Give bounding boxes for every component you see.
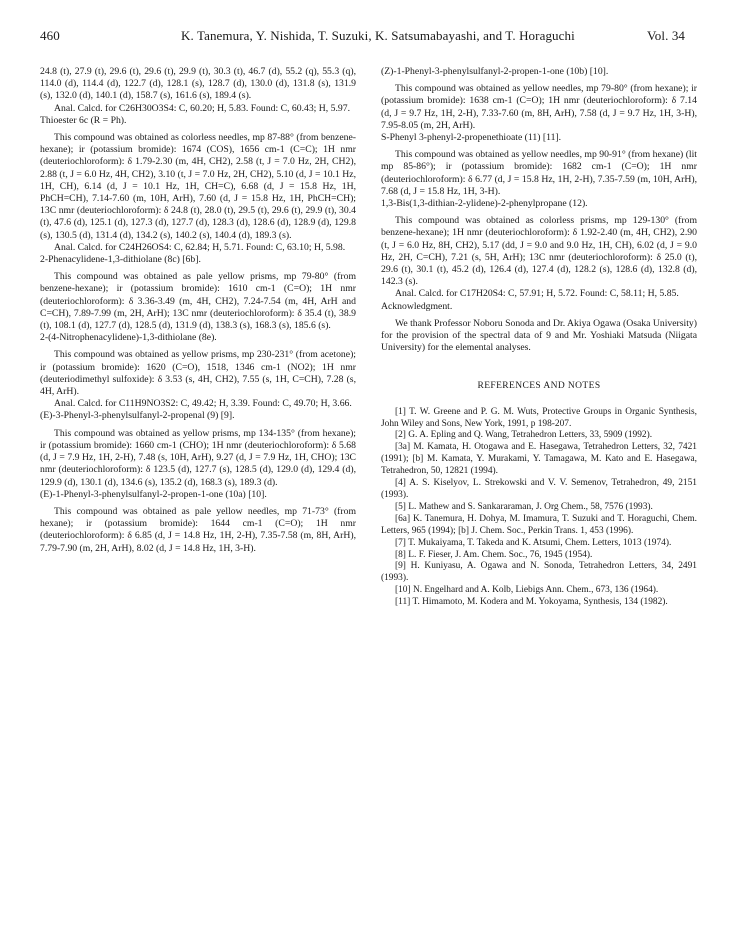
compound-heading: S-Phenyl 3-phenyl-2-propenethioate (11) [11]. (381, 132, 562, 144)
nmr-data-continued: 24.8 (t), 27.9 (t), 29.6 (t), 29.6 (t), 29.9 (t), 30.3 (t), 46.7 (d), 55.2 (q), 55.3 (q), 114.0 (d), 114.4 (d), 122.7 (d), 128.1 (s), 128.7 (d), 130.0 (d), 131.8 (s), 131.9 (s), 132.0 (d), 140.1 (d), 158.7 (s), 161.6 (s), 189.4 (s). (40, 66, 356, 102)
compound-heading: 2-Phenacylidene-1,3-dithiolane (8c) [6b]. (40, 254, 201, 266)
reference-item: [2] G. A. Epling and Q. Wang, Tetrahedron Letters, 33, 5909 (1992). (395, 430, 653, 441)
reference-item: [10] N. Engelhard and A. Kolb, Liebigs Ann. Chem., 673, 136 (1964). (395, 585, 659, 596)
reference-item: [6a] K. Tanemura, H. Dohya, M. Imamura, T. Suzuki and T. Horaguchi, Chem. Letters, 965 (1994); [b] J. Chem. Soc., Perkin Trans. 1, 453 (1996). (381, 513, 697, 536)
compound-description: This compound was obtained as yellow needles, mp 79-80° (from hexane); ir (potassium bromide): 1638 cm-1 (C=O); 1H nmr (deuteriochloroform): δ 7.14 (d, J = 9.7 Hz, 1H, 2-H), 7.33-7.60 (m, 8H, ArH), 7.58 (d, J = 9.7 Hz, 1H, 3-H), 7.95-8.05 (m, 2H, ArH). (381, 83, 697, 131)
reference-item: [9] H. Kuniyasu, A. Ogawa and N. Sonoda, Tetrahedron Letters, 34, 2491 (1993). (381, 561, 697, 584)
compound-heading: 2-(4-Nitrophenacylidene)-1,3-dithiolane (8e). (40, 332, 217, 344)
compound-heading: 1,3-Bis(1,3-dithian-2-ylidene)-2-phenylpropane (12). (381, 198, 588, 210)
running-head-authors: K. Tanemura, Y. Nishida, T. Suzuki, K. Satsumabayashi, and T. Horaguchi (181, 28, 575, 43)
references-title: REFERENCES AND NOTES (477, 381, 601, 392)
elemental-analysis: Anal. Calcd. for C11H9NO3S2: C, 49.42; H, 3.39. Found: C, 49.70; H, 3.66. (54, 398, 352, 410)
compound-heading: (E)-3-Phenyl-3-phenylsulfanyl-2-propenal (9) [9]. (40, 410, 235, 422)
compound-description: This compound was obtained as colorless prisms, mp 129-130° (from benzene-hexane); 1H nmr (deuteriochloroform): δ 1.92-2.40 (m, 4H, CH2), 2.90 (t, J = 6.0 Hz, 8H, CH2), 5.17 (dd, J = 9.0 and 9.0 Hz, 1H, CH), 6.02 (d, J = 9.0 Hz, 2H, C=CH), 7.21 (s, 5H, ArH); 13C nmr (deuteriochloroform): δ 25.0 (t), 29.6 (t), 30.1 (t), 45.2 (d), 126.4 (d), 127.4 (d), 128.2 (s), 128.6 (d), 132.8 (d), 142.3 (s). (381, 215, 697, 288)
compound-heading: Thioester 6c (R = Ph). (40, 114, 127, 126)
acknowledgment-heading: Acknowledgment. (381, 300, 453, 312)
compound-heading: (E)-1-Phenyl-3-phenylsulfanyl-2-propen-1-one (10a) [10]. (40, 488, 267, 500)
elemental-analysis: Anal. Calcd. for C17H20S4: C, 57.91; H, 5.72. Found: C, 58.11; H, 5.85. (395, 288, 679, 300)
compound-description: This compound was obtained as pale yellow needles, mp 71-73° (from hexane); ir (potassium bromide): 1644 cm-1 (C=O); 1H nmr (deuteriochloroform): δ 6.85 (d, J = 14.8 Hz, 1H, 2-H), 7.35-7.58 (m, 8H, ArH), 7.79-7.90 (m, 2H, ArH), 8.02 (d, J = 14.8 Hz, 1H, 3-H). (40, 505, 356, 554)
compound-description: This compound was obtained as yellow needles, mp 90-91° (from hexane) (lit mp 85-86°); ir (potassium bromide): 1682 cm-1 (C=O); 1H nmr (deuteriochloroform): δ 6.77 (d, J = 15.8 Hz, 1H, 2-H), 7.35-7.59 (m, 10H, ArH), 7.68 (d, J = 15.8 Hz, 1H, 3-H). (381, 149, 697, 197)
reference-item: [3a] M. Kamata, H. Otogawa and E. Hasegawa, Tetrahedron Letters, 32, 7421 (1991); [b] M. Kamata, Y. Murakami, Y. Tamagawa, M. Kato and E. Hasegawa, Tetrahedron, 50, 12821 (1994). (381, 442, 697, 477)
reference-item: [7] T. Mukaiyama, T. Takeda and K. Atsumi, Chem. Letters, 1013 (1974). (395, 537, 672, 548)
reference-item: [4] A. S. Kiselyov, L. Strekowski and V. V. Semenov, Tetrahedron, 49, 2151 (1993). (381, 478, 697, 501)
reference-item: [5] L. Mathew and S. Sankararaman, J. Org Chem., 58, 7576 (1993). (395, 501, 653, 512)
compound-description: This compound was obtained as pale yellow prisms, mp 79-80° (from benzene-hexane); ir (potassium bromide): 1610 cm-1 (C=O); 1H nmr (deuteriochloroform): δ 3.36-3.49 (m, 4H, CH2), 7.24-7.54 (m, 4H, ArH and C=CH), 7.89-7.99 (m, 2H, ArH); 13C nmr (deuteriochloroform): δ 35.4 (t), 38.9 (t), 108.1 (d), 127.7 (d), 128.5 (d), 131.9 (d), 138.3 (s), 168.3 (s), 185.6 (s). (40, 271, 356, 332)
reference-list (381, 407, 697, 609)
elemental-analysis: Anal. Calcd. for C26H30O3S4: C, 60.20; H, 5.83. Found: C, 60.43; H, 5.97. (54, 102, 351, 114)
elemental-analysis: Anal. Calcd. for C24H26OS4: C, 62.84; H, 5.71. Found: C, 63.10; H, 5.98. (54, 241, 346, 253)
compound-description: This compound was obtained as colorless needles, mp 87-88° (from benzene-hexane); ir (potassium bromide): 1674 (COS), 1656 cm-1 (C=C); 1H nmr (deuteriochloroform): δ 1.79-2.30 (m, 4H, CH2), 2.58 (t, J = 7.0 Hz, 2H, CH2), 2.88 (t, J = 6.0 Hz, 4H, CH2), 3.10 (t, J = 7.0 Hz, 2H, CH2), 5.10 (d, J = 10.1 Hz, 1H, CH), 6.14 (d, J = 10.1 Hz, 1H, CH=C), 6.68 (d, J = 15.8 Hz, 1H, PhCH=CH), 7.14-7.60 (m, 10H, ArH), 7.60 (d, J = 15.8 Hz, 1H, PhCH=CH); 13C nmr (deuteriochloroform): δ 24.8 (t), 28.0 (t), 29.5 (t), 29.6 (t), 29.9 (t), 30.4 (t), 47.6 (d), 125.1 (d), 127.3 (d), 127.7 (d), 128.3 (d), 128.6 (d), 128.9 (d), 129.8 (s), 130.5 (d), 131.4 (d), 134.2 (s), 140.2 (s), 140.4 (d), 189.3 (s). (40, 132, 356, 241)
reference-item: [8] L. F. Fieser, J. Am. Chem. Soc., 76, 1945 (1954). (395, 549, 593, 560)
reference-item: [1] T. W. Greene and P. G. M. Wuts, Protective Groups in Organic Synthesis, John Wiley and Sons, New York, 1991, p 198-207. (381, 406, 697, 429)
volume-label: Vol. 34 (647, 28, 686, 43)
compound-description: This compound was obtained as yellow prisms, mp 230-231° (from acetone); ir (potassium bromide): 1620 (C=O), 1518, 1346 cm-1 (NO2); 1H nmr (deuteriodimethyl sulfoxide): δ 3.53 (s, 4H, CH2), 7.55 (s, 1H, C=CH), 7.28 (s, 4H, ArH). (40, 349, 356, 398)
left-column (40, 66, 356, 555)
compound-description: This compound was obtained as yellow prisms, mp 134-135° (from hexane); ir (potassium bromide): 1660 cm-1 (CHO); 1H nmr (deuteriochloroform): δ 5.68 (d, J = 7.9 Hz, 1H, 2-H), 7.48 (s, 10H, ArH), 9.27 (d, J = 7.9 Hz, 1H, CHO); 13C nmr (deuteriochloroform): δ 123.5 (d), 127.7 (s), 128.5 (d), 129.0 (d), 129.4 (d), 129.9 (d), 130.1 (d), 134.6 (s), 135.2 (d), 168.3 (s), 189.3 (d). (40, 427, 356, 488)
right-column (381, 66, 697, 609)
reference-item: [11] T. Himamoto, M. Kodera and M. Yokoyama, Synthesis, 134 (1982). (395, 597, 668, 608)
acknowledgment-text: We thank Professor Noboru Sonoda and Dr. Akiya Ogawa (Osaka University) for the provision of the spectral data of 9 and Mr. Yoshiaki Matsuda (Niigata University) for the elemental analyses. (381, 317, 697, 354)
compound-heading: (Z)-1-Phenyl-3-phenylsulfanyl-2-propen-1-one (10b) [10]. (381, 66, 609, 77)
page-number: 460 (40, 28, 60, 43)
